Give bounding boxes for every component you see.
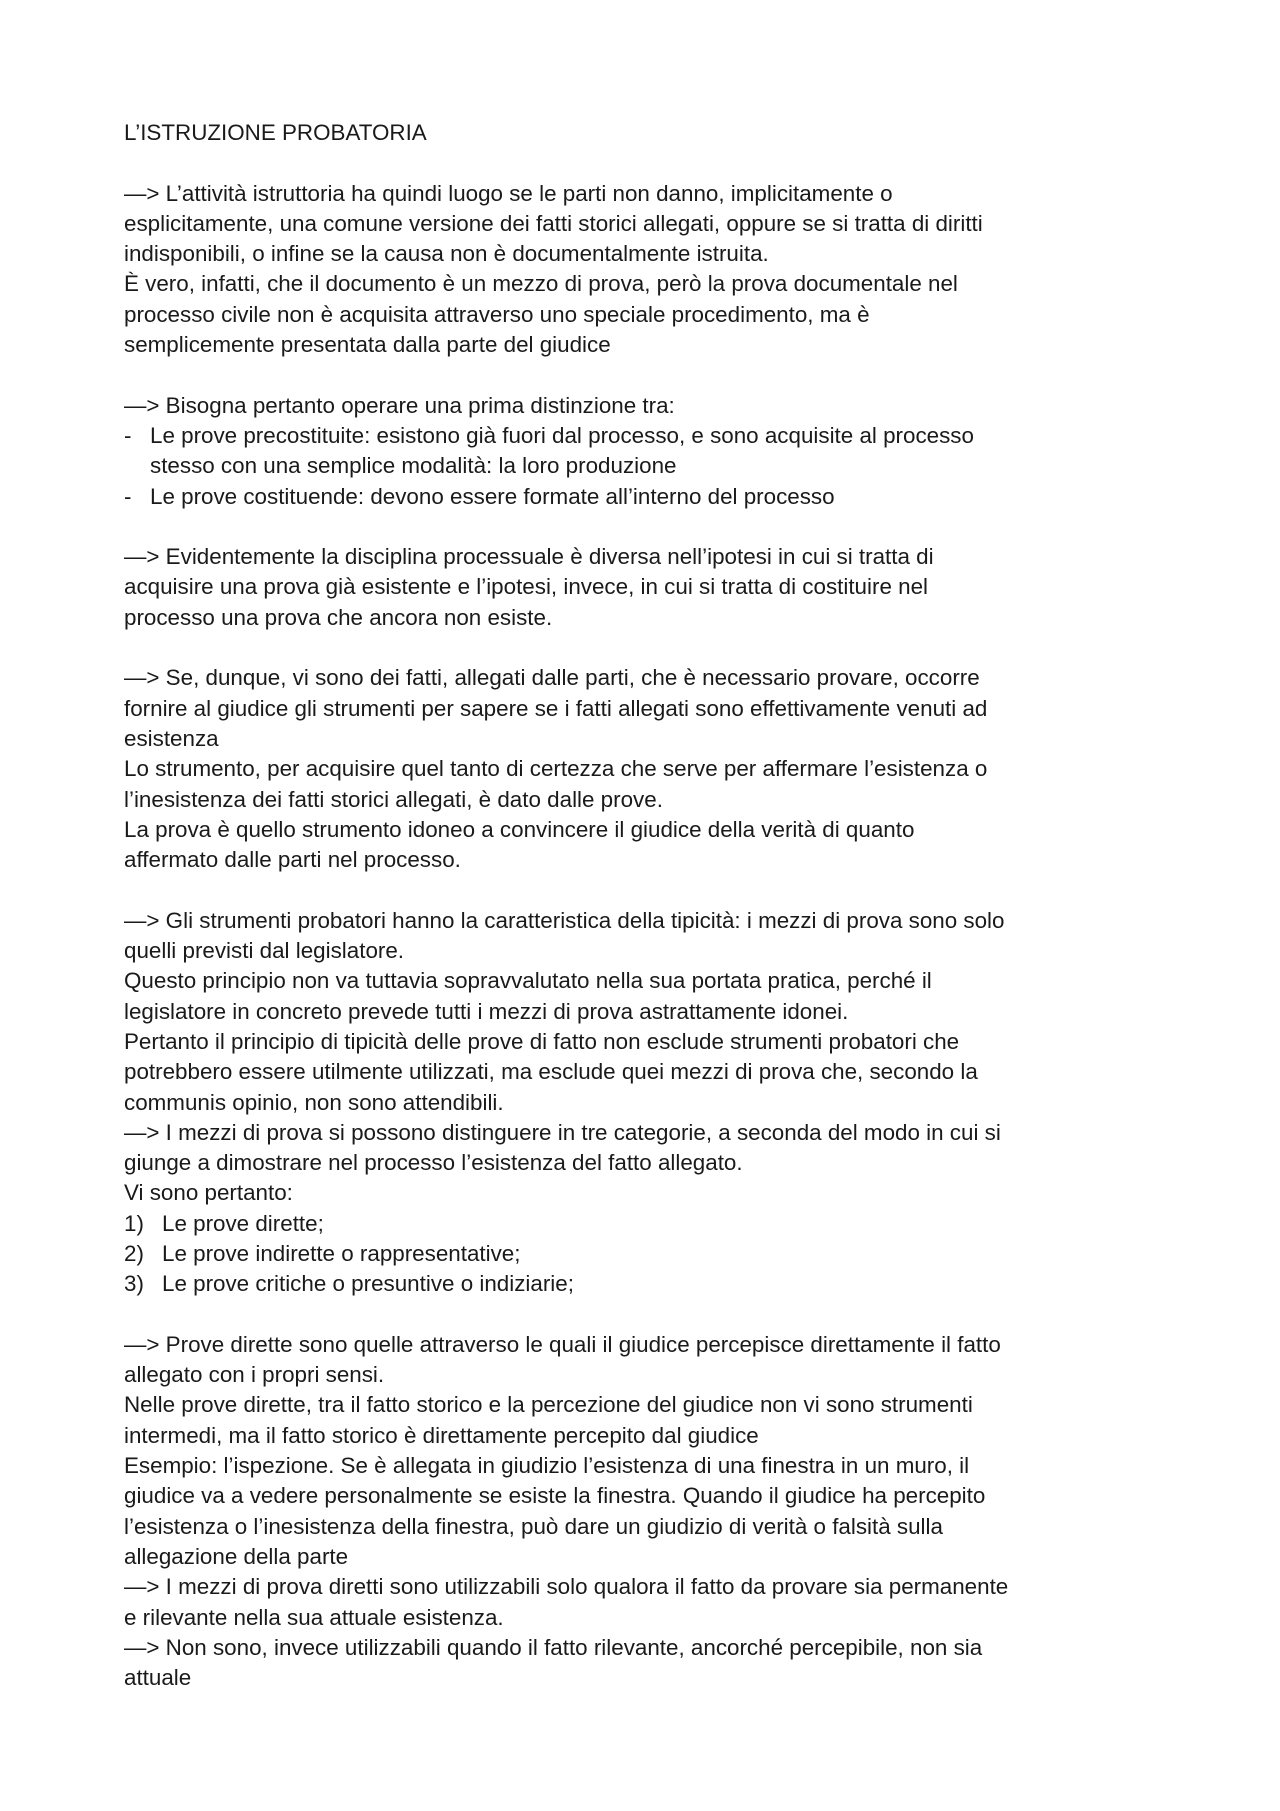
bullet-list-item — [124, 482, 1174, 512]
list-item-line — [124, 451, 1174, 481]
text-line: Lo strumento, per acquisire quel tanto di certezza che serve per affermare l’esistenza o — [124, 756, 988, 782]
text-line: intermedi, ma il fatto storico è direttamente percepito dal giudice — [124, 1422, 759, 1448]
text-line: È vero, infatti, che il documento è un mezzo di prova, però la prova documentale nel — [124, 271, 958, 297]
text-line: l’inesistenza dei fatti storici allegati, è dato dalle prove. — [124, 786, 663, 812]
text-line: communis opinio, non sono attendibili. — [124, 1089, 504, 1115]
text-line: Vi sono pertanto: — [124, 1180, 293, 1206]
text-line: processo civile non è acquisita attraverso uno speciale procedimento, ma è — [124, 301, 870, 327]
text-line: legislatore in concreto prevede tutti i mezzi di prova astrattamente idonei. — [124, 998, 849, 1024]
list-number: 3) — [124, 1271, 144, 1297]
paragraph-gap — [124, 148, 1174, 178]
text-line: fornire al giudice gli strumenti per sapere se i fatti allegati sono effettivamente venuti ad — [124, 695, 988, 721]
paragraph-gap — [124, 1300, 1174, 1330]
paragraph — [124, 1330, 1174, 1694]
paragraph — [124, 542, 1174, 633]
text-line: quelli previsti dal legislatore. — [124, 938, 405, 964]
numbered-list-item — [124, 1209, 1174, 1239]
text-line: l’esistenza o l’inesistenza della finestra, può dare un giudizio di verità o falsità sulla — [124, 1513, 943, 1539]
text-line: allegato con i propri sensi. — [124, 1362, 385, 1388]
list-item-text: Le prove critiche o presuntive o indiziarie; — [162, 1271, 574, 1297]
list-item-line — [124, 482, 1174, 512]
text-line: Esempio: l’ispezione. Se è allegata in giudizio l’esistenza di una finestra in un muro, il — [124, 1453, 970, 1479]
text-line: Pertanto il principio di tipicità delle prove di fatto non esclude strumenti probatori che — [124, 1028, 960, 1054]
document-body — [124, 179, 1174, 1694]
paragraph-gap — [124, 875, 1174, 905]
list-item-line — [124, 421, 1174, 451]
text-line: giunge a dimostrare nel processo l’esistenza del fatto allegato. — [124, 1150, 743, 1176]
text-line: giudice va a vedere personalmente se esiste la finestra. Quando il giudice ha percepito — [124, 1483, 986, 1509]
list-number: 2) — [124, 1240, 144, 1266]
text-line: semplicemente presentata dalla parte del giudice — [124, 332, 611, 358]
bullet-marker: - — [124, 422, 132, 448]
paragraph — [124, 179, 1174, 361]
list-item-text: Le prove precostituite: esistono già fuori dal processo, e sono acquisite al processo — [150, 422, 974, 448]
text-line: esplicitamente, una comune versione dei fatti storici allegati, oppure se si tratta di diritti — [124, 210, 983, 236]
text-line: Questo principio non va tuttavia sopravvalutato nella sua portata pratica, perché il — [124, 968, 932, 994]
text-line: potrebbero essere utilmente utilizzati, ma esclude quei mezzi di prova che, secondo la — [124, 1059, 978, 1085]
paragraph — [124, 663, 1174, 875]
text-line: indisponibili, o infine se la causa non è documentalmente istruita. — [124, 241, 769, 267]
paragraph — [124, 391, 1174, 421]
document-title: L’ISTRUZIONE PROBATORIA — [124, 120, 427, 145]
text-line: —> I mezzi di prova diretti sono utilizzabili solo qualora il fatto da provare sia permanente — [124, 1574, 1009, 1600]
paragraph-gap — [124, 360, 1174, 390]
text-line: La prova è quello strumento idoneo a convincere il giudice della verità di quanto — [124, 816, 915, 842]
text-line: allegazione della parte — [124, 1543, 349, 1569]
bullet-marker: - — [124, 483, 132, 509]
text-line: affermato dalle parti nel processo. — [124, 847, 461, 873]
paragraph-gap — [124, 512, 1174, 542]
list-item-text: Le prove dirette; — [162, 1210, 324, 1236]
text-line: e rilevante nella sua attuale esistenza. — [124, 1604, 504, 1630]
bullet-list-item — [124, 421, 1174, 482]
list-item-text: stesso con una semplice modalità: la loro produzione — [150, 453, 677, 479]
text-line: acquisire una prova già esistente e l’ipotesi, invece, in cui si tratta di costituire nel — [124, 574, 928, 600]
list-item-line — [124, 1239, 1174, 1269]
text-line: Nelle prove dirette, tra il fatto storico e la percezione del giudice non vi sono strumenti — [124, 1392, 973, 1418]
text-line: esistenza — [124, 725, 219, 751]
paragraph — [124, 906, 1174, 1209]
list-item-text: Le prove indirette o rappresentative; — [162, 1240, 521, 1266]
text-line: —> Prove dirette sono quelle attraverso le quali il giudice percepisce direttamente il fatto — [124, 1331, 1001, 1357]
text-line: —> Non sono, invece utilizzabili quando il fatto rilevante, ancorché percepibile, non sia — [124, 1634, 983, 1660]
text-line: —> Bisogna pertanto operare una prima distinzione tra: — [124, 392, 675, 418]
text-line: processo una prova che ancora non esiste. — [124, 604, 553, 630]
numbered-list-item — [124, 1269, 1174, 1299]
text-line: —> Evidentemente la disciplina processuale è diversa nell’ipotesi in cui si tratta di — [124, 544, 934, 570]
numbered-list-item — [124, 1239, 1174, 1269]
list-item-text: Le prove costituende: devono essere formate all’interno del processo — [150, 483, 835, 509]
paragraph-gap — [124, 633, 1174, 663]
document-page — [124, 118, 1174, 1693]
text-line: attuale — [124, 1665, 192, 1691]
list-number: 1) — [124, 1210, 144, 1236]
text-line: —> Se, dunque, vi sono dei fatti, allegati dalle parti, che è necessario provare, occorre — [124, 665, 980, 691]
text-line: —> L’attività istruttoria ha quindi luogo se le parti non danno, implicitamente o — [124, 180, 893, 206]
list-item-line — [124, 1209, 1174, 1239]
text-line: —> Gli strumenti probatori hanno la caratteristica della tipicità: i mezzi di prova sono solo — [124, 907, 1005, 933]
text-line: —> I mezzi di prova si possono distinguere in tre categorie, a seconda del modo in cui si — [124, 1119, 1001, 1145]
list-item-line — [124, 1269, 1174, 1299]
